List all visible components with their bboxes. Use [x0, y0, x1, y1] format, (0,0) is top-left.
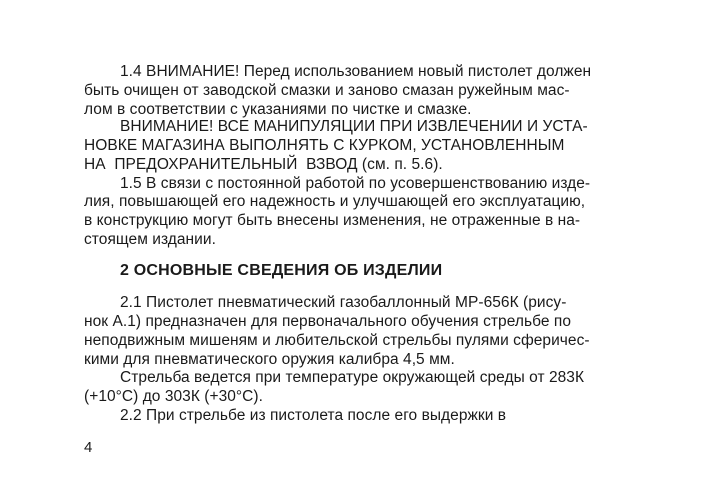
text-line: НОВКЕ МАГАЗИНА ВЫПОЛНЯТЬ С КУРКОМ, УСТАНОВЛЕННЫМ [84, 137, 565, 154]
text-line: НА ПРЕДОХРАНИТЕЛЬНЫЙ ВЗВОД (см. п. 5.6). [84, 156, 443, 173]
text-line: в конструкцию могут быть внесены изменения, не отраженные в на- [84, 212, 581, 229]
text-line: Стрельба ведется при температуре окружающей среды от 283К [120, 369, 585, 386]
text-line: 1.4 ВНИМАНИЕ! Перед использованием новый пистолет должен [120, 63, 592, 80]
text-line: ВНИМАНИЕ! ВСЕ МАНИПУЛЯЦИИ ПРИ ИЗВЛЕЧЕНИИ И УСТА- [120, 118, 588, 135]
text-line: 2.1 Пистолет пневматический газобаллонный МР-656К (рису- [120, 294, 567, 311]
text-line: стоящем издании. [84, 231, 216, 248]
text-line: нок А.1) предназначен для первоначального обучения стрельбе по [84, 313, 571, 330]
page-number: 4 [84, 439, 93, 456]
text-line: лом в соответствии с указаниями по чистке и смазке. [84, 101, 472, 118]
text-line: неподвижным мишеням и любительской стрельбы пулями сферичес- [84, 332, 590, 349]
text-line: 2.2 При стрельбе из пистолета после его выдержки в [120, 407, 507, 424]
text-line: 1.5 В связи с постоянной работой по усовершенствованию изде- [120, 175, 591, 192]
text-line: быть очищен от заводской смазки и заново смазан ружейным мас- [84, 82, 570, 99]
section-heading: 2 ОСНОВНЫЕ СВЕДЕНИЯ ОБ ИЗДЕЛИИ [120, 262, 443, 279]
text-line: кими для пневматического оружия калибра 4,5 мм. [84, 351, 455, 368]
text-line: лия, повышающей его надежность и улучшающей его эксплуатацию, [84, 193, 586, 210]
text-line: (+10°С) до 303К (+30°С). [84, 388, 263, 405]
